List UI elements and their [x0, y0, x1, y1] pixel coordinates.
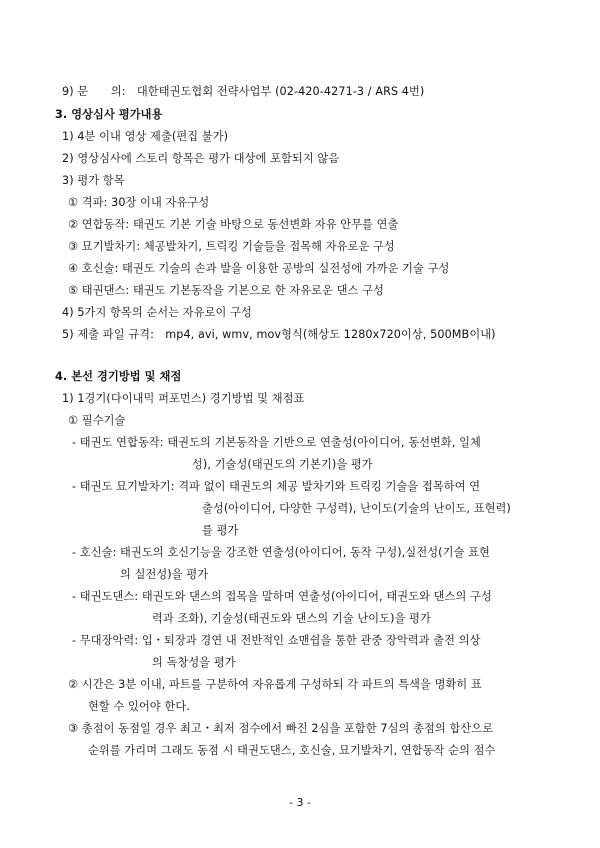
s3-item-1: 1) 4분 이내 영상 제출(편집 불가) — [62, 130, 229, 143]
s4-detail-2b: 출성(아이디어, 다양한 구성력), 난이도(기술의 난이도, 표현력) — [202, 502, 511, 515]
s4-detail-3b: 의 실전성)을 평가 — [120, 568, 209, 581]
s4-item-1: 1) 1경기(다이내믹 퍼포먼스) 경기방법 및 채점표 — [62, 392, 305, 405]
s3-item-5: 5) 제출 파일 규격: mp4, avi, wmv, mov형식(해상도 1280x720이상, 500MB이내) — [62, 328, 496, 341]
s3-item-4: 4) 5가지 항목의 순서는 자유로이 구성 — [62, 306, 252, 319]
s4-circle-1: ① 필수기술 — [68, 414, 126, 427]
s4-detail-5b: 의 독창성을 평가 — [152, 656, 236, 669]
s3-eval-5: ⑤ 태권댄스: 태권도 기본동작을 기본으로 한 자유로운 댄스 구성 — [68, 284, 384, 297]
section-4-heading: 4. 본선 경기방법 및 채점 — [55, 370, 182, 383]
s4-detail-1b: 성), 기술성(태권도의 기본기)을 평가 — [192, 458, 373, 471]
s4-detail-2c: 를 평가 — [202, 524, 239, 537]
s4-detail-1a: - 태권도 연합동작: 태권도의 기본동작을 기반으로 연출성(아이디어, 동선변화, 일체 — [72, 436, 481, 449]
contact-line: 9) 문 의: 대한태권도협회 전략사업부 (02-420-4271-3 / ARS 4번) — [62, 85, 425, 98]
s4-circle-3a: ③ 총점이 동점일 경우 최고・최저 점수에서 빠진 2심을 포함한 7심의 총점의 합산으로 — [68, 722, 494, 735]
page-number: - 3 - — [289, 796, 311, 809]
s4-detail-4b: 력과 조화), 기술성(태권도와 댄스의 기술 난이도)을 평가 — [152, 612, 431, 625]
s3-item-2: 2) 영상심사에 스토리 항목은 평가 대상에 포함되지 않음 — [62, 152, 340, 165]
s4-detail-5a: - 무대장악력: 입・퇴장과 경연 내 전반적인 쇼맨쉽을 통한 관중 장악력과 출전 의상 — [72, 634, 481, 647]
s3-eval-2: ② 연합동작: 태권도 기본 기술 바탕으로 동선변화 자유 안무를 연출 — [68, 218, 399, 231]
s4-circle-2a: ② 시간은 3분 이내, 파트를 구분하여 자유롭게 구성하되 각 파트의 특색을 명확히 표 — [68, 678, 482, 691]
s3-eval-4: ④ 호신술: 태권도 기술의 손과 발을 이용한 공방의 실전성에 가까운 기술 구성 — [68, 262, 450, 275]
s4-detail-3a: - 호신술: 태권도의 호신기능을 강조한 연출성(아이디어, 동작 구성),실전성(기술 표현 — [72, 546, 490, 559]
s4-detail-4a: - 태권도댄스: 태권도와 댄스의 접목을 말하며 연출성(아이디어, 태권도와 댄스의 구성 — [72, 590, 492, 603]
s4-detail-2a: - 태권도 묘기발차기: 격파 없이 태권도의 체공 발차기와 트릭킹 기술을 접목하여 연 — [72, 480, 481, 493]
s3-eval-3: ③ 묘기발차기: 체공발차기, 트릭킹 기술들을 접목해 자유로운 구성 — [68, 240, 395, 253]
s4-circle-3b: 순위를 가리며 그래도 동점 시 태권도댄스, 호신술, 묘기발차기, 연합동작 순의 점수 — [88, 744, 496, 757]
section-3-heading: 3. 영상심사 평가내용 — [55, 108, 163, 121]
s3-item-3: 3) 평가 항목 — [62, 174, 125, 187]
s4-circle-2b: 현할 수 있어야 한다. — [88, 700, 190, 713]
s3-eval-1: ① 격파: 30장 이내 자유구성 — [68, 196, 210, 209]
